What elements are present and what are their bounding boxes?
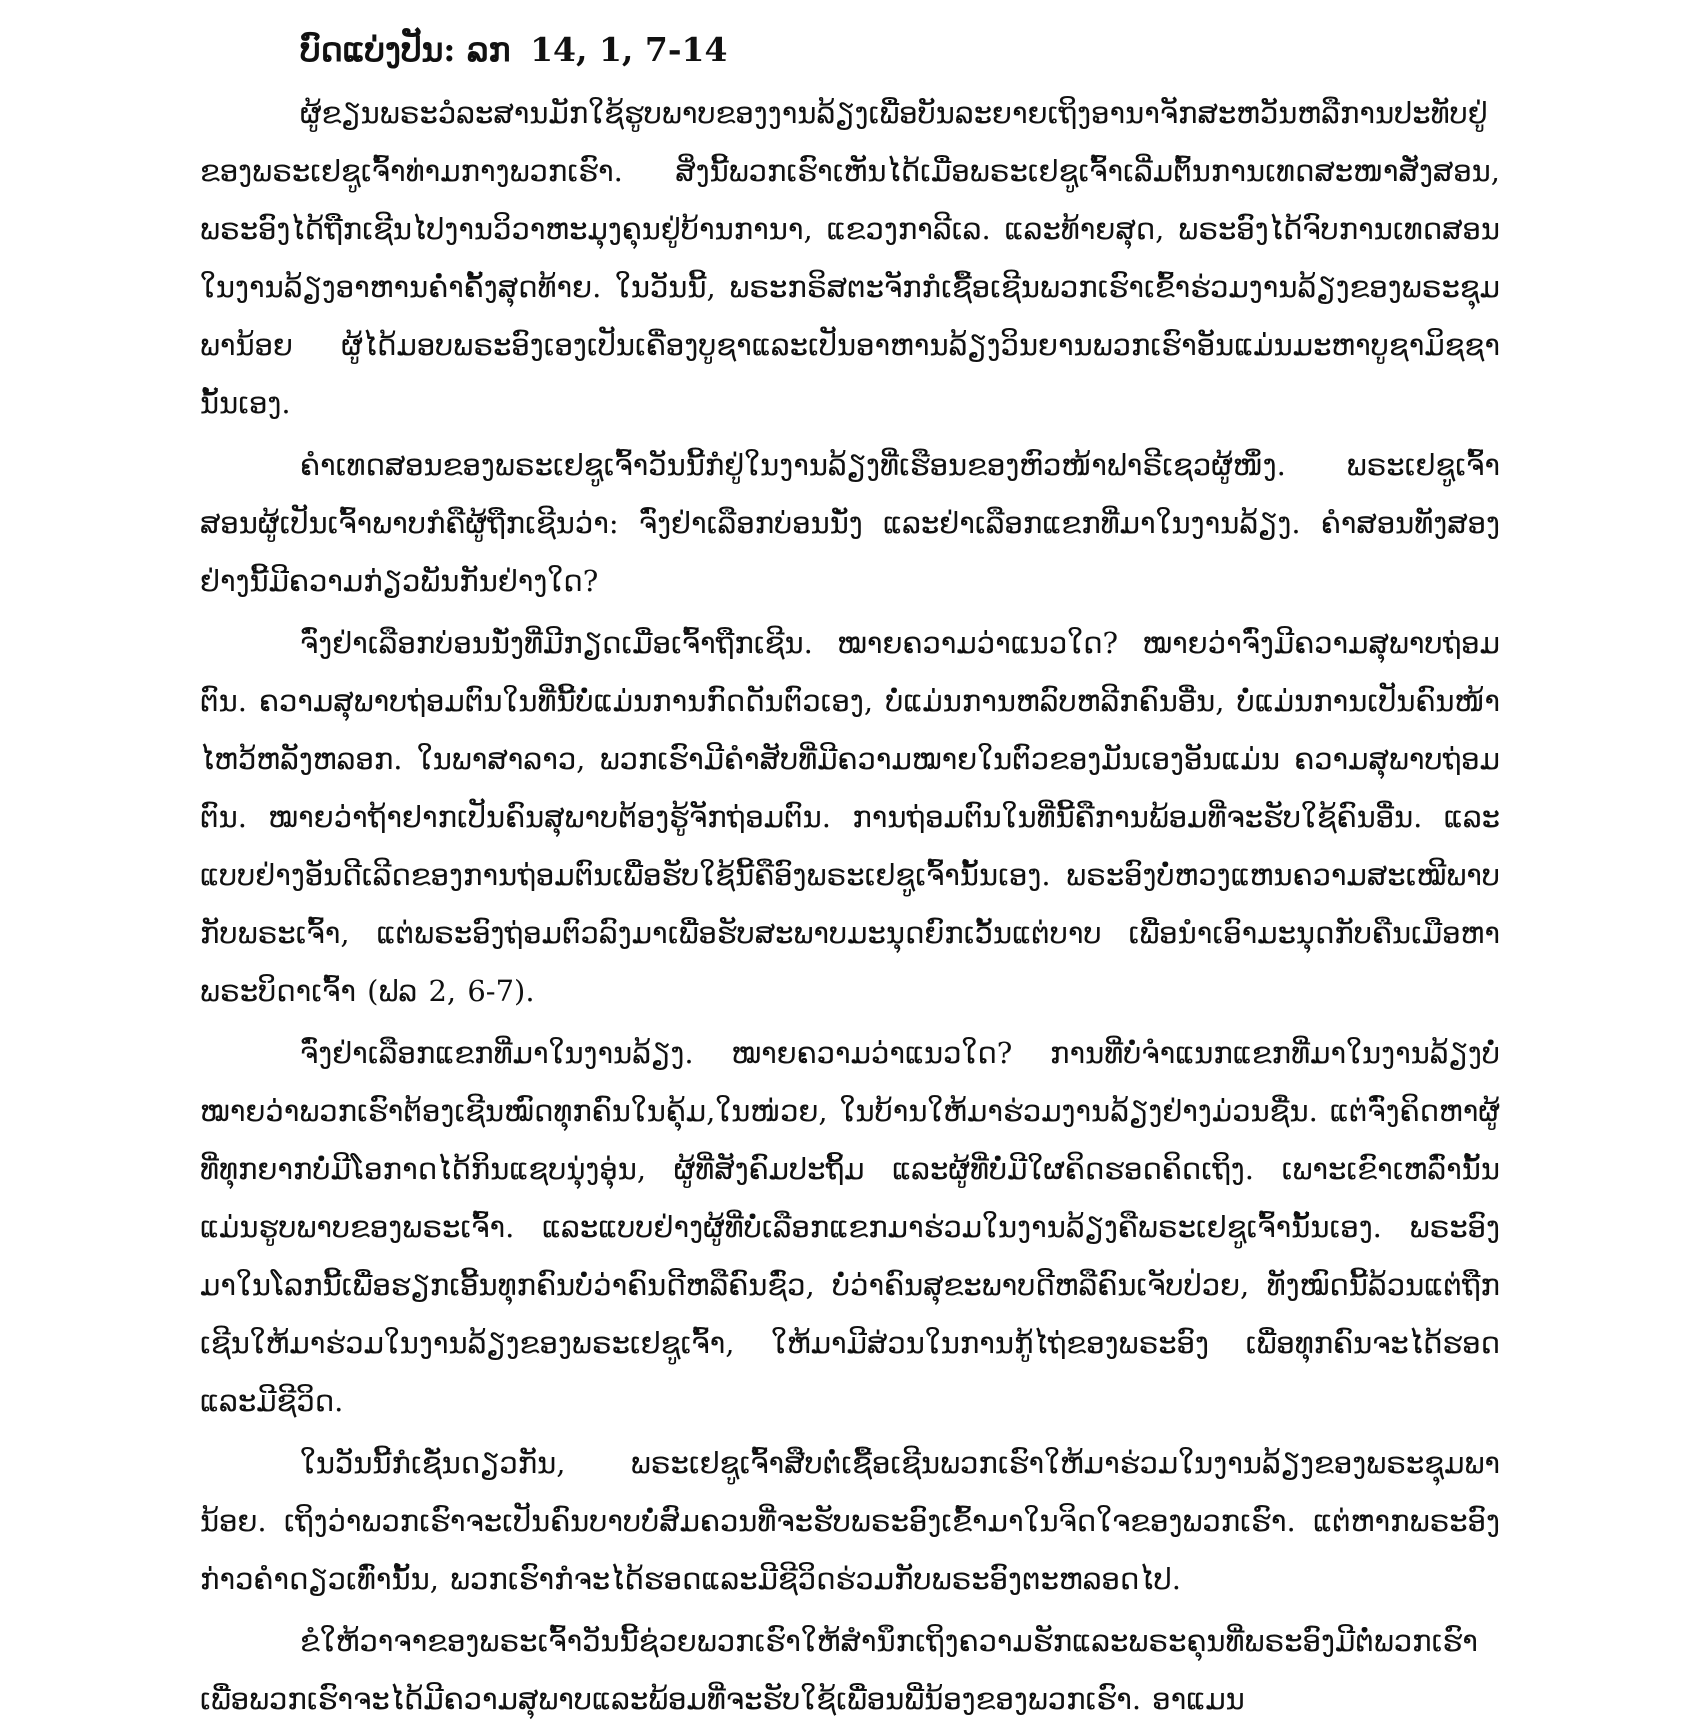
paragraph-2: ຄຳເທດສອນຂອງພຣະເຢຊູເຈົ້າວັນນີ້ກໍຢູ່ໃນງານລ້ຽງທີ່ເຮືອນຂອງຫົວໜ້າຟາຣີເຊວຜູ້ໜຶ່ງ. ພຣະເຢຊູເຈົ້າສອນຜູ້ເປັນເຈົ້າພາບກໍຄືຜູ້ຖືກເຊີນວ່າ: ຈົ່ງຢ່າເລືອກບ່ອນນັ່ງ ແລະຢ່າເລືອກແຂກທີ່ມາໃນງານລ້ຽງ. ຄຳສອນທັງສອງຢ່າງນີ້ມີຄວາມກ່ຽວພັນກັນຢ່າງໃດ? [200, 448, 1500, 598]
paragraph-1: ຜູ້ຂຽນພຣະວໍລະສານມັກໃຊ້ຮູບພາບຂອງງານລ້ຽງເພື່ອບັນລະຍາຍເຖິງອານາຈັກສະຫວັນຫລືການປະທັບຢູ່ຂອງພຣະເຢຊູເຈົ້າທ່າມກາງພວກເຮົາ. ສິ່ງນີ້ພວກເຮົາເຫັນໄດ້ເມື່ອພຣະເຢຊູເຈົ້າເລີ່ມຕົ້ນການເທດສະໜາສັ່ງສອນ, ພຣະອົງໄດ້ຖືກເຊີນໄປງານວິວາຫະມຸງຄຸນຢູ່ບ້ານການາ, ແຂວງກາລີເລ. ແລະທ້າຍສຸດ, ພຣະອົງໄດ້ຈົບການເທດສອນໃນງານລ້ຽງອາຫານຄ່ຳຄັ້ງສຸດທ້າຍ. ໃນວັນນີ້, ພຣະກຣິສຕະຈັກກໍເຊື້ອເຊີນພວກເຮົາເຂົ້າຮ່ວມງານລ້ຽງຂອງພຣະຊຸມພານ້ອຍ ຜູ້ໄດ້ມອບພຣະອົງເອງເປັນເຄື່ອງບູຊາແລະເປັນອາຫານລ້ຽງວິນຍານພວກເຮົາອັນແມ່ນມະຫາບູຊາມິຊຊານັ້ນເອງ. [200, 96, 1500, 420]
document-body [200, 24, 1500, 1732]
paragraph-6: ຂໍໃຫ້ວາຈາຂອງພຣະເຈົ້າວັນນີ້ຊ່ວຍພວກເຮົາໃຫ້ສຳນຶກເຖິງຄວາມຮັກແລະພຣະຄຸນທີ່ພຣະອົງມີຕໍ່ພວກເຮົາ ເພື່ອພວກເຮົາຈະໄດ້ມີຄວາມສຸພາບແລະພ້ອມທີ່ຈະຮັບໃຊ້ເພື່ອນພີ່ນ້ອງຂອງພວກເຮົາ. ອາແມນ [200, 1624, 1478, 1716]
paragraph-3: ຈົ່ງຢ່າເລືອກບ່ອນນັ່ງທີ່ມີກຽດເມື່ອເຈົ້າຖືກເຊີນ. ໝາຍຄວາມວ່າແນວໃດ? ໝາຍວ່າຈົ່ງມີຄວາມສຸພາບຖ່ອມຕົນ. ຄວາມສຸພາບຖ່ອມຕົນໃນທີ່ນີ້ບໍ່ແມ່ນການກົດດັນຕົວເອງ, ບໍ່ແມ່ນການຫລົບຫລີກຄົນອື່ນ, ບໍ່ແມ່ນການເປັນຄົນໜ້າໄຫວ້ຫລັງຫລອກ. ໃນພາສາລາວ, ພວກເຮົາມີຄຳສັບທີ່ມີຄວາມໝາຍໃນຕົວຂອງມັນເອງອັນແມ່ນ ຄວາມສຸພາບຖ່ອມຕົນ. ໝາຍວ່າຖ້າຢາກເປັນຄົນສຸພາບຕ້ອງຮູ້ຈັກຖ່ອມຕົນ. ການຖ່ອມຕົນໃນທີ່ນີ້ຄືການພ້ອມທີ່ຈະຮັບໃຊ້ຄົນອື່ນ. ແລະແບບຢ່າງອັນດີເລີດຂອງການຖ່ອມຕົນເພື່ອຮັບໃຊ້ນີ້ຄືອົງພຣະເຢຊູເຈົ້ານັ້ນເອງ. ພຣະອົງບໍ່ຫວງແຫນຄວາມສະເໝີພາບກັບພຣະເຈົ້າ, ແຕ່ພຣະອົງຖ່ອມຕົວລົງມາເພື່ອຮັບສະພາບມະນຸດຍົກເວັ້ນແຕ່ບາບ ເພື່ອນຳເອົາມະນຸດກັບຄືນເມືອຫາພຣະບິດາເຈົ້າ (ຟລ 2, 6-7). [200, 626, 1500, 1008]
paragraph-4: ຈົ່ງຢ່າເລືອກແຂກທີ່ມາໃນງານລ້ຽງ. ໝາຍຄວາມວ່າແນວໃດ? ການທີ່ບໍ່ຈຳແນກແຂກທີ່ມາໃນງານລ້ຽງບໍ່ໝາຍວ່າພວກເຮົາຕ້ອງເຊີນໝົດທຸກຄົນໃນຄຸ້ມ,ໃນໜ່ວຍ, ໃນບ້ານໃຫ້ມາຮ່ວມງານລ້ຽງຢ່າງມ່ວນຊື່ນ. ແຕ່ຈົ່ງຄິດຫາຜູ້ທີ່ທຸກຍາກບໍ່ມີໂອກາດໄດ້ກິນແຊບນຸ່ງອຸ່ນ, ຜູ້ທີ່ສັງຄົມປະຖິ້ມ ແລະຜູ້ທີ່ບໍ່ມີໃຜຄິດຮອດຄິດເຖິງ. ເພາະເຂົາເຫລົ່ານັ້ນແມ່ນຮູບພາບຂອງພຣະເຈົ້າ. ແລະແບບຢ່າງຜູ້ທີ່ບໍ່ເລືອກແຂກມາຮ່ວມໃນງານລ້ຽງຄືພຣະເຢຊູເຈົ້ານັ້ນເອງ. ພຣະອົງມາໃນໂລກນີ້ເພື່ອຮຽກເອີ້ນທຸກຄົນບໍ່ວ່າຄົນດີຫລືຄົນຊົ່ວ, ບໍ່ວ່າຄົນສຸຂະພາບດີຫລືຄົນເຈັບປ່ວຍ, ທັງໝົດນີ້ລ້ວນແຕ່ຖືກເຊີນໃຫ້ມາຮ່ວມໃນງານລ້ຽງຂອງພຣະເຢຊູເຈົ້າ, ໃຫ້ມາມີສ່ວນໃນການກູ້ໄຖ່ຂອງພຣະອົງ ເພື່ອທຸກຄົນຈະໄດ້ຮອດແລະມີຊີວິດ. [200, 1036, 1500, 1418]
heading-label: ບົດແບ່ງປັນ: [300, 30, 456, 69]
homily-heading [300, 24, 1600, 76]
heading-reference: 14, 1, 7-14 [530, 30, 728, 69]
paragraph-5: ໃນວັນນີ້ກໍເຊັ່ນດຽວກັນ, ພຣະເຢຊູເຈົ້າສືບຕໍ່ເຊື້ອເຊີນພວກເຮົາໃຫ້ມາຮ່ວມໃນງານລ້ຽງຂອງພຣະຊຸມພານ້ອຍ. ເຖິງວ່າພວກເຮົາຈະເປັນຄົນບາບບໍ່ສົມຄວນທີ່ຈະຮັບພຣະອົງເຂົ້າມາໃນຈິດໃຈຂອງພວກເຮົາ. ແຕ່ຫາກພຣະອົງກ່າວຄຳດຽວເທົ່ານັ້ນ, ພວກເຮົາກໍຈະໄດ້ຮອດແລະມີຊີວິດຮ່ວມກັບພຣະອົງຕະຫລອດໄປ. [200, 1446, 1500, 1596]
heading-book: ລກ [467, 30, 511, 69]
